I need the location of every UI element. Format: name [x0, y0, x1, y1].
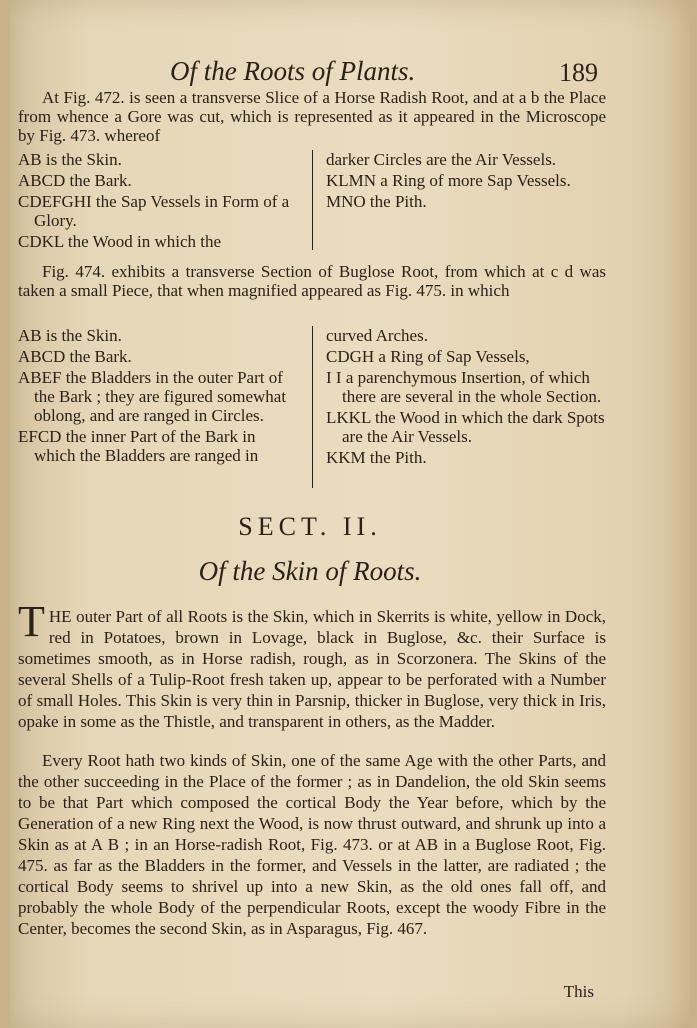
- legend-entry: CDEFGHI the Sap Vessels in Form of a Glory.: [18, 192, 290, 230]
- fig-472-intro: At Fig. 472. is seen a transverse Slice of a Horse Radish Root, and at a b the Place from whence a Gore was cut, which is represented as it appeared in the Microscope by Fig. 473. whereof: [18, 88, 606, 145]
- legend-right-column: [326, 326, 606, 469]
- section-subheading: Of the Skin of Roots.: [198, 556, 422, 586]
- catchword: This: [563, 982, 594, 1001]
- book-page: [10, 0, 690, 1028]
- legend-entry: ABCD the Bark.: [18, 171, 132, 190]
- fig-474-legend: [18, 326, 606, 490]
- section-heading: SECT. II.: [238, 512, 382, 541]
- column-divider: [312, 326, 313, 488]
- legend-entry: AB is the Skin.: [18, 326, 122, 345]
- legend-entry: AB is the Skin.: [18, 150, 122, 169]
- legend-entry: ABCD the Bark.: [18, 347, 132, 366]
- body-paragraph-1: [18, 597, 606, 732]
- body-paragraph-2: Every Root hath two kinds of Skin, one of the same Age with the other Parts, and the other succeeding in the Place of the former ; as in Dandelion, the old Skin seems to be that Part which composed the cortical Body the Year before, which by the Generation of a new Ring next the Wood, is now thrust outward, and shrunk up into a Skin as at A B ; in an Horse-radish Root, Fig. 473. or at AB in a Buglose Root, Fig. 475. as far as the Bladders in the former, and Vessels in the latter, are radiated ; the cortical Body seems to shrivel up into a new Skin, as the old ones fall off, and probably the whole Body of the perpendicular Roots, except the woody Fibre in the Center, becomes the second Skin, as in Asparagus, Fig. 467.: [18, 751, 606, 938]
- column-divider: [312, 150, 313, 250]
- legend-left-column: [18, 326, 292, 467]
- fig-472-legend: [18, 150, 606, 254]
- page-header: [10, 56, 690, 92]
- legend-entry: ABEF the Bladders in the outer Part of the Bark ; they are figured somewhat oblong, and are ranged in Circles.: [18, 368, 287, 425]
- fig-474-intro: Fig. 474. exhibits a transverse Section of Buglose Root, from which at c d was taken a small Piece, that when magnified appeared as Fig. 475. in which: [18, 262, 606, 300]
- legend-entry: CDKL the Wood in which the: [18, 232, 222, 251]
- legend-entry: CDGH a Ring of Sap Vessels,: [326, 347, 530, 366]
- legend-entry: KKM the Pith.: [326, 448, 427, 467]
- running-title: Of the Roots of Plants.: [170, 56, 416, 86]
- legend-entry: MNO the Pith.: [326, 192, 427, 211]
- legend-right-column: [326, 150, 606, 213]
- legend-entry: curved Arches.: [326, 326, 428, 345]
- legend-entry: I I a parenchymous Insertion, of which there are several in the whole Section.: [326, 368, 602, 406]
- legend-entry: KLMN a Ring of more Sap Vessels.: [326, 171, 571, 190]
- page-number: 189: [559, 58, 598, 87]
- drop-cap: T: [18, 597, 45, 646]
- legend-entry: EFCD the inner Part of the Bark in which the Bladders are ranged in: [18, 427, 259, 465]
- legend-entry: LKKL the Wood in which the dark Spots are the Air Vessels.: [326, 408, 605, 446]
- legend-left-column: [18, 150, 292, 253]
- legend-entry: darker Circles are the Air Vessels.: [326, 150, 557, 169]
- paragraph-text: HE outer Part of all Roots is the Skin, which in Skerrits is white, yellow in Dock, red in Potatoes, brown in Lovage, black in Buglose, &c. their Surface is sometimes smooth, as in Horse radish, rough, as in Scorzonera. The Skins of the several Shells of a Tulip-Root fresh taken up, appear to be perforated with a Number of small Holes. This Skin is very thin in Parsnip, thicker in Buglose, very thick in Iris, opake in some as the Thistle, and transparent in others, as the Madder.: [18, 607, 606, 731]
